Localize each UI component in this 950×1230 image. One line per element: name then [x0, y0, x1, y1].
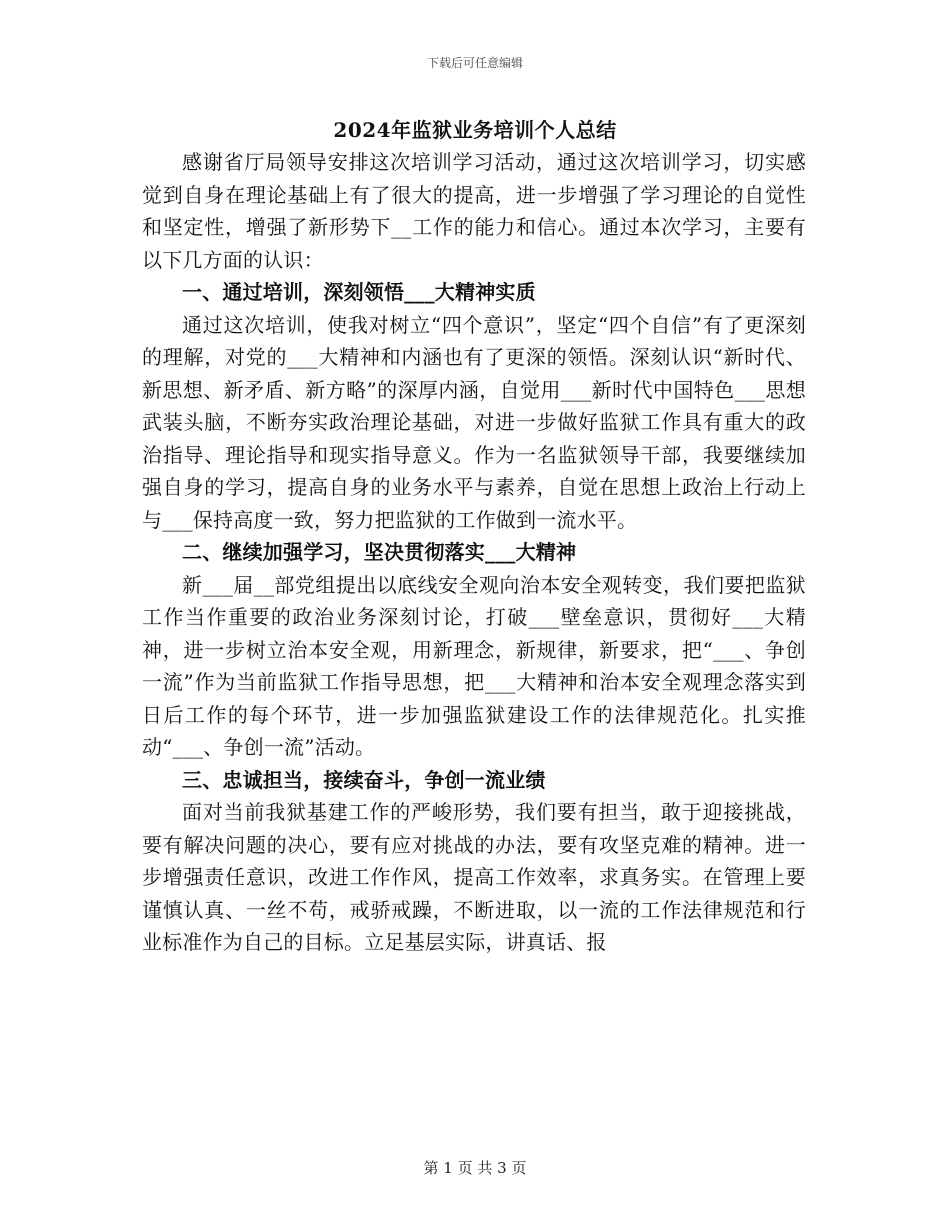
document-title: 2024年监狱业务培训个人总结	[333, 118, 617, 142]
section-heading-1: 一、通过培训，深刻领悟___大精神实质	[182, 280, 536, 304]
page-header-note: 下载后可任意编辑	[426, 56, 523, 70]
intro-paragraph: 感谢省厅局领导安排这次培训学习活动，通过这次培训学习，切实感觉到自身在理论基础上有了很大的提高，进一步增强了学习理论的自觉性和坚定性，增强了新形势下__工作的能力和信心。通过本次学习，主要有以下几方面的认识：	[142, 150, 806, 272]
section-1-paragraph: 通过这次培训，使我对树立“四个意识”，坚定“四个自信”有了更深刻的理解，对党的___大精神和内涵也有了更深的领悟。深刻认识“新时代、新思想、新矛盾、新方略”的深厚内涵，自觉用___新时代中国特色___思想武装头脑，不断夯实政治理论基础，对进一步做好监狱工作具有重大的政治指导、理论指导和现实指导意义。作为一名监狱领导干部，我要继续加强自身的学习，提高自身的业务水平与素养，自觉在思想上政治上行动上与___保持高度一致，努力把监狱的工作做到一流水平。	[142, 312, 806, 532]
section-2-paragraph: 新___届__部党组提出以底线安全观向治本安全观转变，我们要把监狱工作当作重要的政治业务深刻讨论，打破___壁垒意识，贯彻好___大精神，进一步树立治本安全观，用新理念，新规律，新要求，把“___、争创一流”作为当前监狱工作指导思想，把___大精神和治本安全观理念落实到日后工作的每个环节，进一步加强监狱建设工作的法律规范化。扎实推动“___、争创一流”活动。	[142, 572, 806, 759]
section-heading-3: 三、忠诚担当，接续奋斗，争创一流业绩	[182, 767, 546, 792]
document-body	[142, 146, 806, 959]
section-heading-2: 二、继续加强学习，坚决贯彻落实___大精神	[182, 540, 577, 564]
section-3-paragraph: 面对当前我狱基建工作的严峻形势，我们要有担当，敢于迎接挑战，要有解决问题的决心，要有应对挑战的办法，要有攻坚克难的精神。进一步增强责任意识，改进工作作风，提高工作效率，求真务实。在管理上要谨慎认真、一丝不苟，戒骄戒躁，不断进取，以一流的工作法律规范和行业标准作为自己的目标。立足基层实际，讲真话、报	[142, 800, 806, 954]
page-footer-pagination: 第 1 页 共 3 页	[423, 1159, 527, 1177]
